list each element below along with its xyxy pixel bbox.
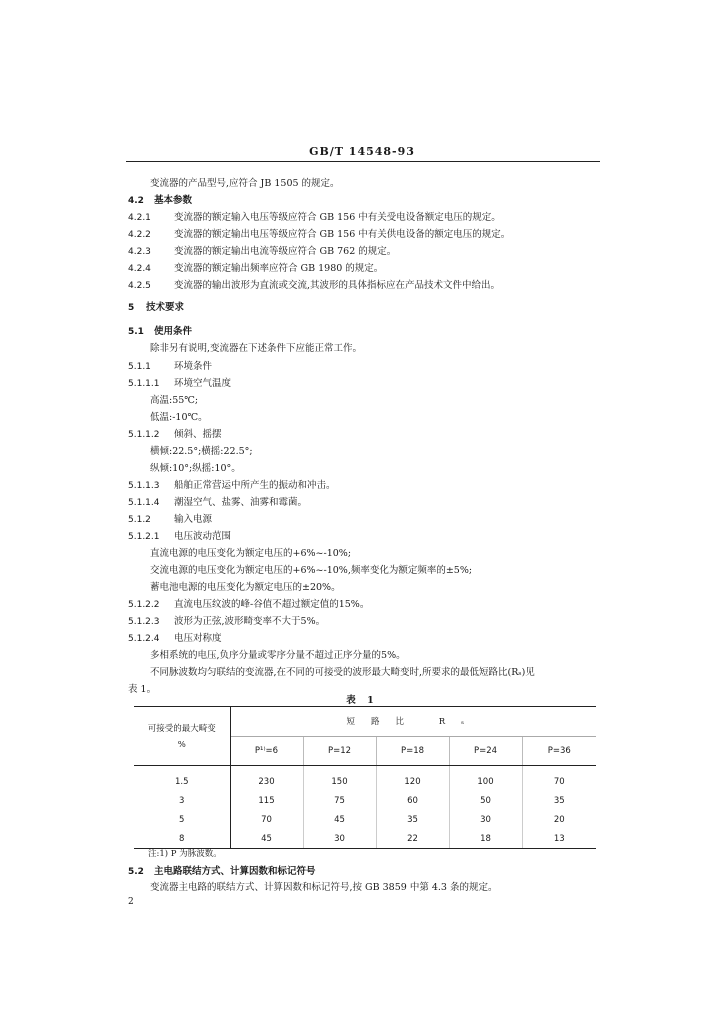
ratio-value: 70 [522,766,596,792]
clause-text: 纵倾:10°;纵摇:10°。 [150,463,241,474]
text-line [128,531,231,543]
text-line [128,599,369,611]
text-line [128,866,316,878]
ratio-value: 150 [303,766,376,792]
text-line [128,361,212,373]
table-row [134,766,596,792]
ratio-value: 45 [230,829,303,849]
text-line [128,429,222,441]
table-row [134,791,596,810]
text-line [128,195,192,207]
clause-number: 4.2.1 [128,213,151,223]
clause-text: 主电路联结方式、计算因数和标记符号 [154,866,316,877]
clause-text: 输入电源 [174,514,213,525]
text-line [150,446,253,458]
clause-text: 变流器的产品型号,应符合 JB 1505 的规定。 [150,178,340,189]
corner-label: 可接受的最大畸变 [147,724,216,734]
clause-text: 直流电源的电压变化为额定电压的+6%~-10%; [150,548,352,559]
table-row [134,810,596,829]
text-line [150,548,351,560]
ratio-value: 115 [230,791,303,810]
text-line [128,263,383,275]
text-line [150,463,241,475]
ratio-value: 18 [449,829,522,849]
text-line [150,667,535,679]
clause-number: 5 [128,303,135,313]
clause-number: 5.1.2 [128,515,151,525]
header-rule [126,161,600,162]
standard-code-header: GB/T 14548-93 [309,145,415,158]
distortion-value: 1.5 [134,766,230,792]
ratio-value: 35 [376,810,449,829]
text-line [150,412,208,424]
clause-number: 5.1.2.3 [128,617,160,627]
clause-text: 环境条件 [174,361,213,372]
text-line [150,178,340,190]
text-line [150,650,406,662]
page-number: 2 [128,897,134,907]
text-line [128,229,510,241]
clause-text: 不同脉波数均匀联结的变流器,在不同的可接受的波形最大畸变时,所要求的最低短路比(Rₛ)见 [150,667,535,678]
text-line [128,326,192,338]
clause-number: 5.1.1.3 [128,481,160,491]
text-line [128,246,396,258]
clause-text: 电压波动范围 [174,531,232,542]
ratio-value: 20 [522,810,596,829]
text-line [128,514,212,526]
distortion-value: 8 [134,829,230,849]
text-line [128,302,184,314]
clause-text: 低温:-10℃。 [150,412,208,423]
text-line [150,565,472,577]
ratio-value: 13 [522,829,596,849]
text-line [128,497,307,509]
pulse-number-header: P=24 [449,736,522,766]
clause-number: 4.2.3 [128,247,151,257]
text-line [128,616,325,628]
short-circuit-ratio-table [134,706,596,849]
text-line [150,343,362,355]
ratio-value: 22 [376,829,449,849]
text-line [150,582,341,594]
text-line [128,280,500,292]
clause-text: 交流电源的电压变化为额定电压的+6%~-10%,频率变化为额定频率的±5%; [150,565,473,576]
clause-text: 高温:55℃; [150,395,199,406]
clause-number: 5.1 [128,327,144,337]
ratio-value: 100 [449,766,522,792]
clause-text: 潮湿空气、盐雾、油雾和霉菌。 [174,497,308,508]
clause-number: 5.1.1 [128,362,151,372]
clause-text: 变流器的额定输入电压等级应符合 GB 156 中有关受电设备额定电压的规定。 [174,212,501,223]
ratio-value: 30 [303,829,376,849]
clause-number: 5.2 [128,867,144,877]
text-line [150,395,198,407]
clause-number: 5.1.1.2 [128,430,160,440]
pulse-number-header: P=18 [376,736,449,766]
clause-text: 使用条件 [154,326,193,337]
pulse-number-header: P=36 [522,736,596,766]
clause-number: 4.2.4 [128,264,151,274]
text-line [150,882,497,894]
distortion-value: 5 [134,810,230,829]
clause-number: 5.1.2.1 [128,532,160,542]
ratio-value: 60 [376,791,449,810]
text-line [128,378,231,390]
text-line [128,212,501,224]
ratio-value: 120 [376,766,449,792]
clause-text: 变流器主电路的联结方式、计算因数和标记符号,按 GB 3859 中第 4.3 条的规定。 [150,882,498,893]
table-corner-header [134,707,230,766]
ratio-value: 35 [522,791,596,810]
short-circuit-ratio-header: 短路比 Rₛ [230,707,596,737]
clause-number: 4.2.2 [128,230,151,240]
clause-number: 4.2 [128,196,144,206]
ratio-value: 70 [230,810,303,829]
clause-text: 技术要求 [146,302,185,313]
clause-number: 5.1.1.1 [128,379,160,389]
clause-text: 多相系统的电压,负序分量或零序分量不超过正序分量的5%。 [150,650,406,661]
clause-text: 电压对称度 [174,633,222,644]
clause-number: 5.1.2.4 [128,634,160,644]
ratio-value: 75 [303,791,376,810]
pulse-number-header: P¹⁾=6 [230,736,303,766]
ratio-value: 230 [230,766,303,792]
clause-text: 变流器的额定输出频率应符合 GB 1980 的规定。 [174,263,384,274]
clause-text: 倾斜、摇摆 [174,429,222,440]
ratio-value: 45 [303,810,376,829]
clause-text: 基本参数 [154,195,193,206]
clause-text: 变流器的额定输出电流等级应符合 GB 762 的规定。 [174,246,397,257]
distortion-value: 3 [134,791,230,810]
clause-number: 4.2.5 [128,281,151,291]
clause-text: 变流器的输出波形为直流或交流,其波形的具体指标应在产品技术文件中给出。 [174,280,501,291]
clause-text: 蓄电池电源的电压变化为额定电压的±20%。 [150,582,341,593]
clause-text: 除非另有说明,变流器在下述条件下应能正常工作。 [150,343,363,354]
clause-number: 5.1.1.4 [128,498,160,508]
ratio-value: 50 [449,791,522,810]
corner-unit: % [177,740,186,750]
clause-text: 表 1。 [128,684,157,695]
table-row [134,829,596,849]
clause-text: 变流器的额定输出电压等级应符合 GB 156 中有关供电设备的额定电压的规定。 [174,229,511,240]
table-caption: 表 1 [346,695,378,706]
clause-text: 直流电压纹波的峰-谷值不超过额定值的15%。 [174,599,370,610]
clause-text: 环境空气温度 [174,378,232,389]
clause-text: 波形为正弦,波形畸变率不大于5%。 [174,616,326,627]
clause-text: 船舶正常营运中所产生的振动和冲击。 [174,480,336,491]
clause-number: 5.1.2.2 [128,600,160,610]
text-line [128,480,336,492]
text-line [128,633,222,645]
ratio-value: 30 [449,810,522,829]
clause-text: 横倾:22.5°;横摇:22.5°; [150,446,253,457]
table-note: 注:1) P 为脉波数。 [148,849,222,859]
pulse-number-header: P=12 [303,736,376,766]
